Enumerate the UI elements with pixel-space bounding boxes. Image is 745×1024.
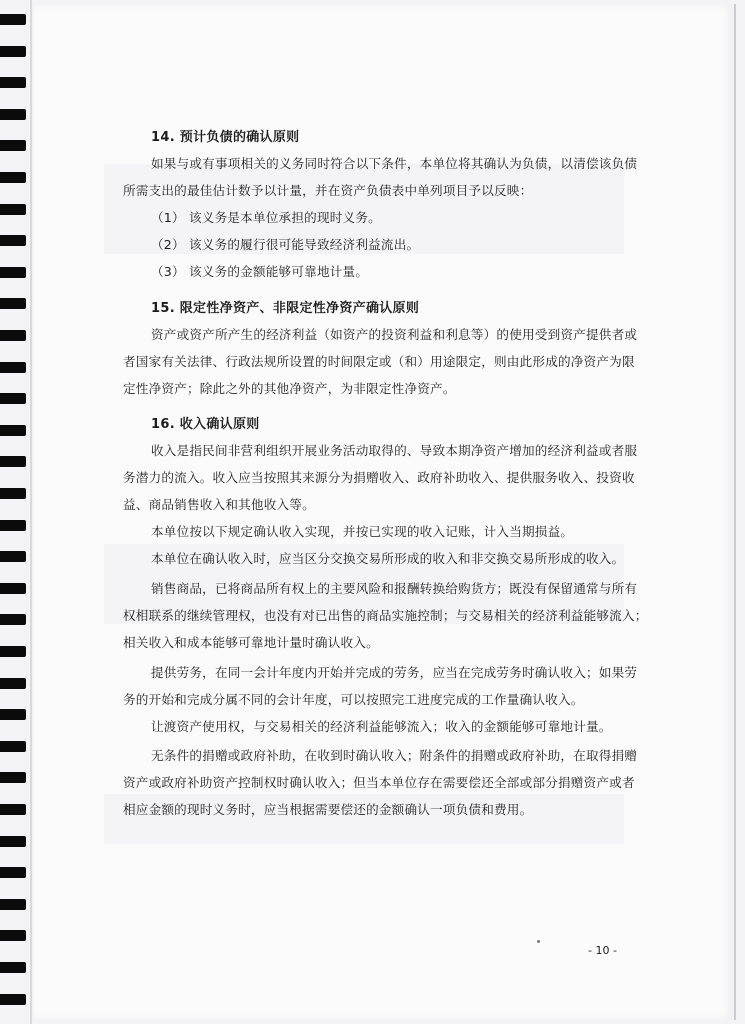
binding-hole: [0, 330, 26, 341]
paragraph-line: 本单位按以下规定确认收入实现，并按已实现的收入记账，计入当期损益。: [151, 524, 574, 539]
binding-hole: [0, 235, 26, 246]
binding-strip: [0, 0, 28, 1024]
binding-hole: [0, 362, 26, 373]
paragraph-line: 定性净资产；除此之外的其他净资产，为非限定性净资产。: [123, 381, 456, 396]
binding-hole: [0, 298, 26, 309]
binding-hole: [0, 46, 26, 57]
page-number: - 10 -: [588, 944, 617, 957]
binding-hole: [0, 520, 26, 531]
binding-hole: [0, 140, 26, 151]
binding-hole: [0, 899, 26, 910]
binding-spine: [30, 0, 32, 1024]
paragraph-line: 无条件的捐赠或政府补助，在收到时确认收入；附条件的捐赠或政府补助，在取得捐赠: [151, 748, 638, 763]
binding-hole: [0, 804, 26, 815]
paragraph-line: 资产或政府补助资产控制权时确认收入；但当本单位存在需要偿还全部或部分捐赠资产或者: [123, 775, 635, 790]
paragraph-line: 提供劳务，在同一会计年度内开始并完成的劳务，应当在完成劳务时确认收入；如果劳: [151, 665, 638, 680]
binding-hole: [0, 709, 26, 720]
paragraph-line: 销售商品，已将商品所有权上的主要风险和报酬转换给购货方；既没有保留通常与所有: [151, 581, 638, 596]
paragraph-line: 本单位在确认收入时，应当区分交换交易所形成的收入和非交换交易所形成的收入。: [151, 551, 625, 566]
list-item: （2） 该义务的履行很可能导致经济利益流出。: [151, 237, 420, 252]
binding-hole: [0, 772, 26, 783]
list-item: （3） 该义务的金额能够可靠地计量。: [151, 264, 369, 279]
binding-hole: [0, 172, 26, 183]
binding-hole: [0, 962, 26, 973]
paragraph-line: 务潜力的流入。收入应当按照其来源分为捐赠收入、政府补助收入、提供服务收入、投资收: [123, 470, 635, 485]
binding-hole: [0, 109, 26, 120]
binding-hole: [0, 551, 26, 562]
binding-hole: [0, 614, 26, 625]
binding-hole: [0, 425, 26, 436]
speck: [537, 940, 540, 943]
binding-hole: [0, 456, 26, 467]
paragraph-line: 务的开始和完成分属不同的会计年度，可以按照完工进度完成的工作量确认收入。: [123, 692, 584, 707]
section-heading: 16. 收入确认原则: [151, 417, 260, 432]
binding-hole: [0, 741, 26, 752]
paragraph-line: 权相联系的继续管理权，也没有对已出售的商品实施控制；与交易相关的经济利益能够流入；: [123, 608, 648, 623]
paragraph-line: 相关收入和成本能够可靠地计量时确认收入。: [123, 635, 379, 650]
binding-hole: [0, 204, 26, 215]
binding-hole: [0, 14, 26, 25]
binding-hole: [0, 393, 26, 404]
binding-hole: [0, 994, 26, 1005]
paragraph-line: 如果与或有事项相关的义务同时符合以下条件，本单位将其确认为负债，以清偿该负债: [151, 156, 638, 171]
list-item: （1） 该义务是本单位承担的现时义务。: [151, 210, 381, 225]
binding-hole: [0, 267, 26, 278]
paragraph-line: 所需支出的最佳估计数予以计量，并在资产负债表中单列项目予以反映：: [123, 183, 533, 198]
section-heading: 14. 预计负债的确认原则: [151, 130, 300, 145]
paragraph-line: 资产或资产所产生的经济利益（如资产的投资利益和利息等）的使用受到资产提供者或: [151, 327, 638, 342]
binding-hole: [0, 646, 26, 657]
binding-hole: [0, 77, 26, 88]
binding-hole: [0, 867, 26, 878]
binding-hole: [0, 930, 26, 941]
paragraph-line: 收入是指民间非营利组织开展业务活动取得的、导致本期净资产增加的经济利益或者服: [151, 443, 638, 458]
paragraph-line: 相应金额的现时义务时，应当根据需要偿还的金额确认一项负债和费用。: [123, 802, 533, 817]
paragraph-line: 者国家有关法律、行政法规所设置的时间限定或（和）用途限定，则由此形成的净资产为限: [123, 354, 635, 369]
binding-hole: [0, 836, 26, 847]
binding-hole: [0, 678, 26, 689]
paragraph-line: 益、商品销售收入和其他收入等。: [123, 497, 315, 512]
binding-hole: [0, 488, 26, 499]
binding-hole: [0, 583, 26, 594]
paragraph-line: 让渡资产使用权，与交易相关的经济利益能够流入；收入的金额能够可靠地计量。: [151, 719, 612, 734]
section-heading: 15. 限定性净资产、非限定性净资产确认原则: [151, 301, 420, 316]
